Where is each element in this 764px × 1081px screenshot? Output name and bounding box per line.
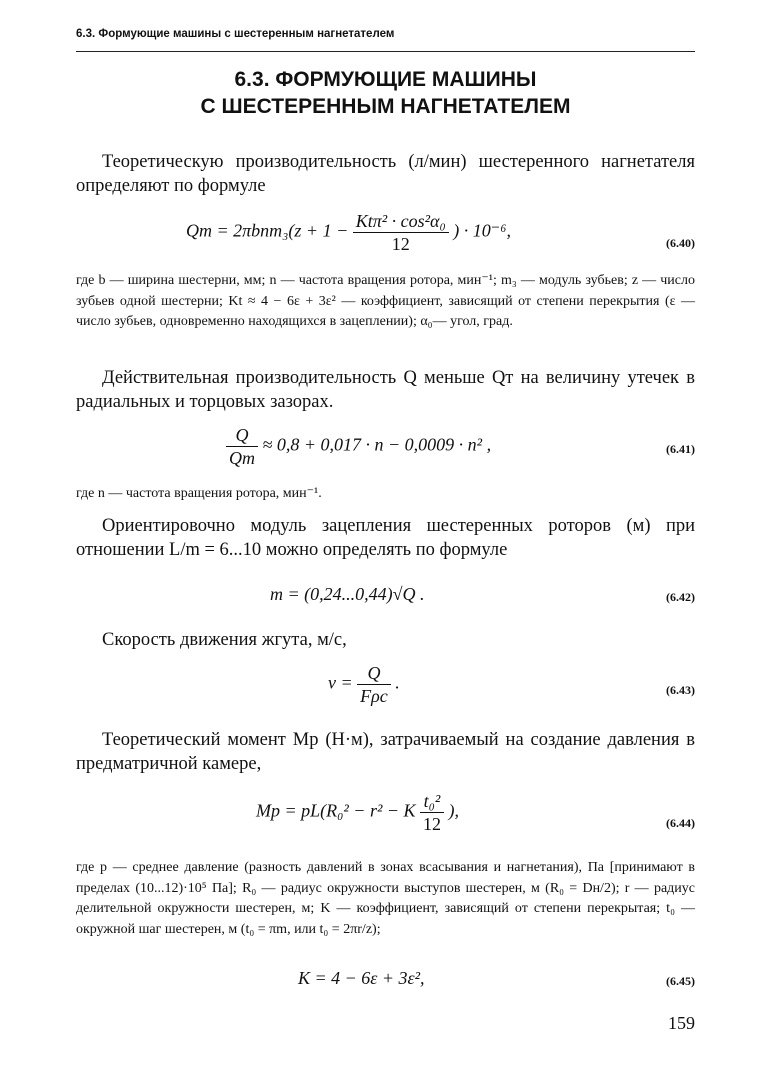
eq-6-43-fraction bbox=[357, 662, 391, 707]
eq-6-40-lhs: Qт bbox=[186, 220, 212, 241]
eq-6-40-denominator: 12 bbox=[391, 234, 410, 254]
eq-6-42-number: (6.42) bbox=[666, 590, 695, 604]
eq-6-43-number: (6.43) bbox=[666, 683, 695, 697]
note-2: где n — частота вращения ротора, мин⁻¹. bbox=[76, 486, 322, 501]
section-title bbox=[76, 66, 695, 120]
eq-6-40-fraction bbox=[353, 210, 449, 255]
eq-6-44-pre: Mp = pL(R₀² − r² − K bbox=[256, 800, 416, 821]
paragraph-3-text: Ориентировочно модуль зацепления шестеренных роторов (м) при отношении L/m = 6...10 можно определять по формуле bbox=[76, 516, 695, 560]
equation-6-40 bbox=[186, 210, 511, 255]
note-3: где p — среднее давление (разность давлений в зонах всасывания и нагнетания), Па [принимают в пределах (10...12)·10⁵ Па]; R₀ — радиус окружности выступов шестерен, м (R₀ = Dн/2); r — радиус делительной окружности шестерен, м; K — коэффициент, зависящий от степени перекрытая; t₀ — окружной шаг шестерен, м (t₀ = πm, или t₀ = 2πr/z); bbox=[76, 860, 695, 937]
paragraph-5-text: Теоретический момент Mp (Н·м), затрачиваемый на создание давления в предматричной камере, bbox=[76, 730, 695, 774]
eq-6-43-lhs: v = bbox=[328, 672, 353, 693]
eq-6-40-numerator: Ktπ² · cos²α₀ bbox=[353, 210, 449, 233]
paragraph-2-text: Действительная производительность Q меньше Qт на величину утечек в радиальных и торцовых зазорах. bbox=[76, 368, 695, 412]
header-rule bbox=[76, 51, 695, 52]
eq-6-40-post: ) · 10⁻⁶, bbox=[453, 220, 512, 241]
eq-6-40-pre: = 2πbnm₃(z + 1 − bbox=[216, 220, 349, 241]
eq-6-43-post: . bbox=[395, 672, 400, 693]
paragraph-5 bbox=[76, 728, 695, 776]
equation-6-43 bbox=[328, 662, 400, 707]
equation-6-45: K = 4 − 6ε + 3ε², bbox=[298, 968, 425, 988]
paragraph-4-text: Скорость движения жгута, м/с, bbox=[102, 630, 347, 650]
note-1: где b — ширина шестерни, мм; n — частота вращения ротора, мин⁻¹; m₃ — модуль зубьев; z — число зубьев одной шестерни; Kt ≈ 4 − 6ε + 3ε² — коэффициент, зависящий от степени перекрытия (ε — число зубьев, одновременно находящихся в зацеплении); α₀— угол, град. bbox=[76, 273, 695, 329]
paragraph-1-text: Теоретическую производительность (л/мин) шестеренного нагнетателя определяют по формуле bbox=[76, 152, 695, 196]
section-title-line-1: 6.3. ФОРМУЮЩИЕ МАШИНЫ bbox=[234, 68, 537, 91]
eq-6-43-denominator: Fρc bbox=[360, 686, 388, 706]
paragraph-4 bbox=[76, 628, 695, 652]
eq-6-41-fraction bbox=[226, 424, 258, 469]
equation-6-44 bbox=[256, 790, 459, 835]
eq-6-44-fraction bbox=[420, 790, 444, 835]
eq-6-43-numerator: Q bbox=[357, 662, 391, 685]
paragraph-3 bbox=[76, 514, 695, 562]
eq-6-41-number: (6.41) bbox=[666, 442, 695, 456]
page-number: 159 bbox=[668, 1013, 695, 1033]
equation-6-42: m = (0,24...0,44)√Q . bbox=[270, 584, 425, 604]
eq-6-41-rhs: ≈ 0,8 + 0,017 · n − 0,0009 · n² , bbox=[262, 434, 492, 455]
eq-6-41-denominator: Qт bbox=[229, 448, 255, 468]
eq-6-44-post: ), bbox=[448, 800, 459, 821]
eq-6-45-number: (6.45) bbox=[666, 974, 695, 988]
section-title-line-2: С ШЕСТЕРЕННЫМ НАГНЕТАТЕЛЕМ bbox=[200, 95, 571, 118]
paragraph-2 bbox=[76, 366, 695, 414]
eq-6-44-numerator: t₀² bbox=[420, 790, 444, 813]
eq-6-44-number: (6.44) bbox=[666, 816, 695, 830]
running-head: 6.3. Формующие машины с шестеренным нагнетателем bbox=[76, 28, 395, 40]
eq-6-44-denominator: 12 bbox=[423, 814, 441, 834]
equation-6-41 bbox=[226, 424, 491, 469]
paragraph-1 bbox=[76, 150, 695, 198]
eq-6-41-numerator: Q bbox=[226, 424, 258, 447]
eq-6-40-number: (6.40) bbox=[666, 236, 695, 250]
